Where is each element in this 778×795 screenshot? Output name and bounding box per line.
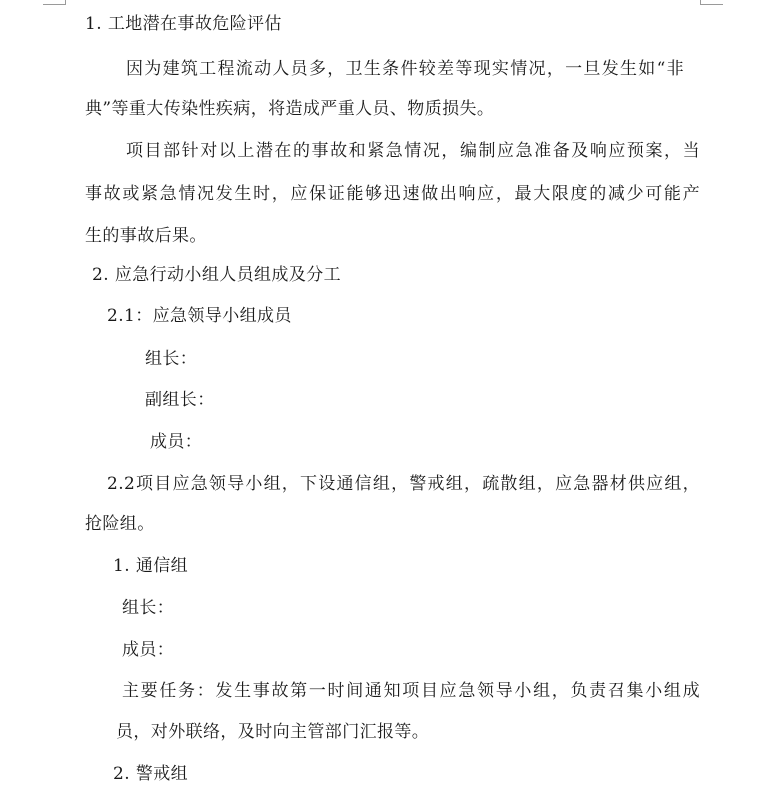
paragraph-line: 项目部针对以上潜在的事故和紧急情况，编制应急准备及响应预案，当 [126,141,700,161]
subheading-communication-group: 1. 通信组 [113,556,189,576]
field-leader: 组长： [145,349,198,369]
field-deputy-leader: 副组长： [145,390,215,410]
paragraph-line: 2.2项目应急领导小组，下设通信组，警戒组，疏散组，应急器材供应组， [107,474,700,494]
paragraph-line: 事故或紧急情况发生时，应保证能够迅速做出响应，最大限度的减少可能产 [85,184,700,204]
heading-emergency-team: 2. 应急行动小组人员组成及分工 [92,265,342,285]
paragraph-line: 员，对外联络，及时向主管部门汇报等。 [116,722,430,742]
subheading-leadership-group: 2.1：应急领导小组成员 [107,306,292,326]
paragraph-line: 生的事故后果。 [85,226,207,246]
subheading-security-group: 2. 警戒组 [113,764,189,784]
field-members: 成员： [122,640,175,660]
paragraph-line: 典”等重大传染性疾病，将造成严重人员、物质损失。 [85,99,495,119]
field-members: 成员： [150,432,203,452]
heading-hazard-assessment: 1. 工地潜在事故危险评估 [85,14,282,34]
paragraph-line: 抢险组。 [85,514,155,534]
paragraph-line: 因为建筑工程流动人员多，卫生条件较差等现实情况，一旦发生如“非 [126,59,684,79]
paragraph-line: 主要任务：发生事故第一时间通知项目应急领导小组，负责召集小组成 [122,681,700,701]
field-leader: 组长： [122,598,175,618]
